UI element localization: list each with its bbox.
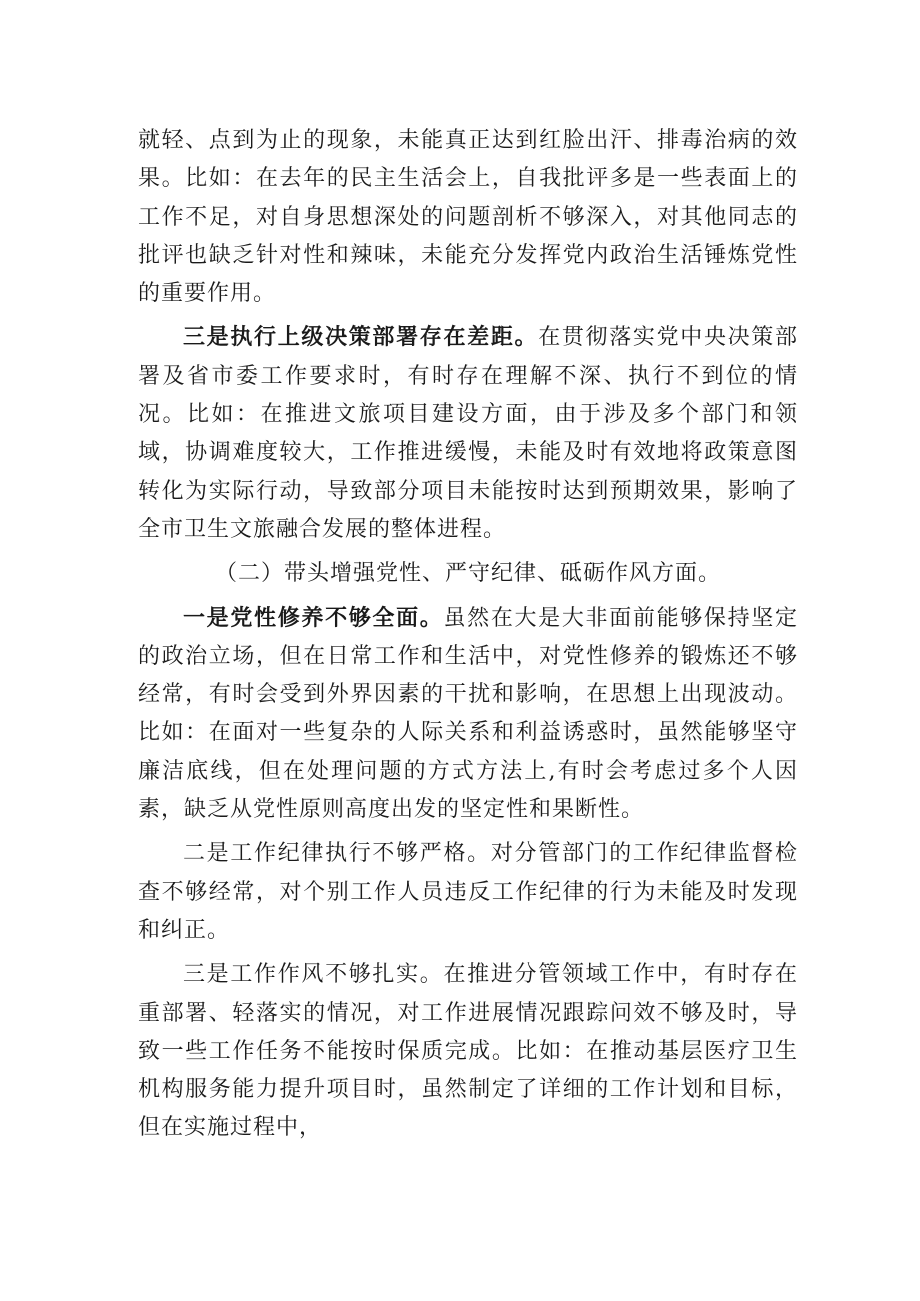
paragraph-lead: 一是党性修养不够全面。 [183, 605, 444, 631]
paragraph-execution-gap [138, 319, 798, 549]
section-heading-text: （二）带头增强党性、严守纪律、砥砺作风方面。 [214, 561, 721, 587]
paragraph-lead: 三是执行上级决策部署存在差距。 [183, 325, 539, 351]
paragraph-text: 三是工作作风不够扎实。在推进分管领域工作中，有时存在重部署、轻落实的情况，对工作进展情况跟踪问效不够及时，导致一些工作任务不能按时保质完成。比如：在推动基层医疗卫生机构服务能力提升项目时，虽然制定了详细的工作计划和目标，但在实施过程中， [138, 962, 798, 1141]
paragraph-continuation [138, 122, 798, 313]
paragraph-text: 虽然在大是大非面前能够保持坚定的政治立场，但在日常工作和生活中，对党性修养的锻炼还不够经常，有时会受到外界因素的干扰和影响，在思想上出现波动。比如：在面对一些复杂的人际关系和利益诱惑时，虽然能够坚守廉洁底线，但在处理问题的方式方法上,有时会考虑过多个人因素，缺乏从党性原则高度出发的坚定性和果断性。 [138, 605, 798, 823]
paragraph-text: 二是工作纪律执行不够严格。对分管部门的工作纪律监督检查不够经常，对个别工作人员违反工作纪律的行为未能及时发现和纠正。 [138, 841, 798, 943]
paragraph-party-spirit [138, 600, 798, 830]
paragraph-text: 就轻、点到为止的现象，未能真正达到红脸出汗、排毒治病的效果。比如：在去年的民主生活会上，自我批评多是一些表面上的工作不足，对自身思想深处的问题剖析不够深入，对其他同志的批评也缺乏针对性和辣味，未能充分发挥党内政治生活锤炼党性的重要作用。 [138, 128, 798, 307]
paragraph-work-style [138, 956, 798, 1147]
paragraph-text: 在贯彻落实党中央决策部署及省市委工作要求时，有时存在理解不深、执行不到位的情况。比如：在推进文旅项目建设方面，由于涉及多个部门和领域，协调难度较大，工作推进缓慢，未能及时有效地将政策意图转化为实际行动，导致部分项目未能按时达到预期效果，影响了全市卫生文旅融合发展的整体进程。 [138, 325, 798, 542]
document-body [138, 122, 798, 1148]
section-heading [138, 555, 798, 593]
paragraph-work-discipline [138, 835, 798, 950]
